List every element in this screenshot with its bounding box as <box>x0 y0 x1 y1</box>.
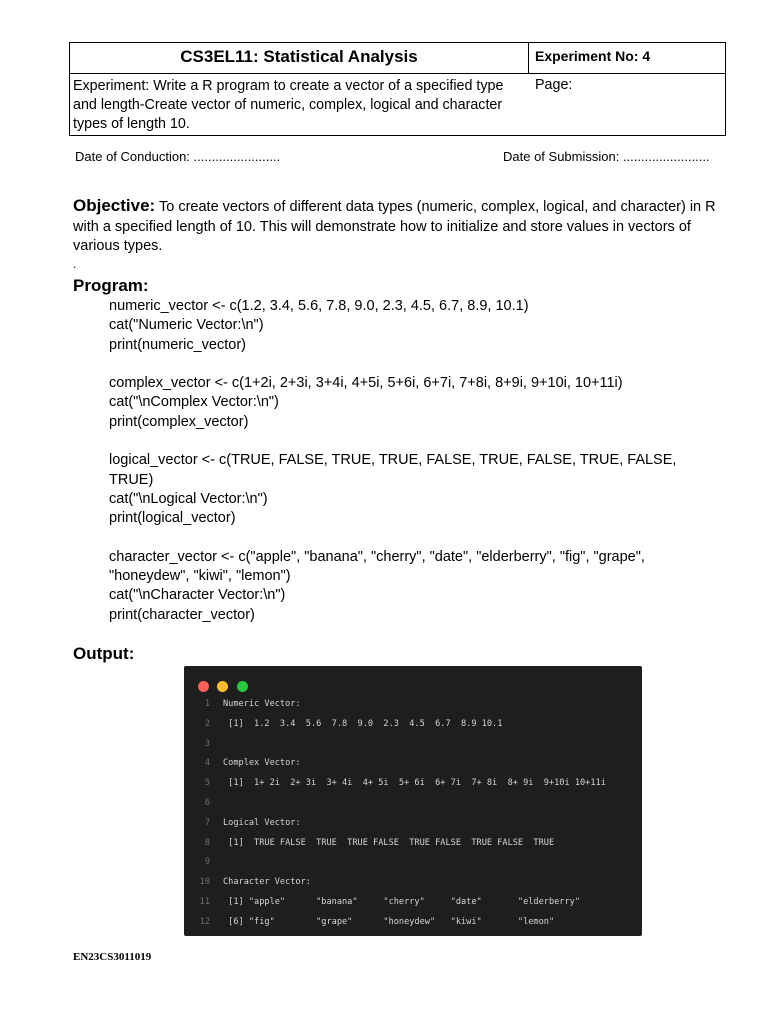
date-of-conduction: Date of Conduction: ........................ <box>75 149 281 164</box>
minimize-dot-icon <box>217 681 228 692</box>
line-text: Logical Vector: <box>223 817 301 828</box>
terminal-line <box>184 834 642 854</box>
code-line: print(logical_vector) <box>109 510 236 527</box>
code-line <box>109 355 729 374</box>
program-heading: Program: <box>73 276 149 295</box>
line-number: 4 <box>204 758 210 769</box>
code-line: character_vector <- c("apple", "banana", "cherry", "date", "elderberry", "fig", "grape", <box>109 548 645 565</box>
maximize-dot-icon <box>237 681 248 692</box>
objective-text: To create vectors of different data types (numeric, complex, logical, and character) in R with a specified length of 10. This will demonstrate how to initialize and store values in vectors of various types. <box>73 199 716 254</box>
code-line: print(character_vector) <box>109 606 255 623</box>
line-text: Numeric Vector: <box>223 699 301 709</box>
terminal-line <box>184 695 642 715</box>
code-line: print(complex_vector) <box>109 413 249 430</box>
objective-section <box>73 196 733 257</box>
header-divider <box>528 43 529 74</box>
terminal-line <box>184 735 642 755</box>
experiment-description: Experiment: Write a R program to create a vector of a specified type and length-Create vector of numeric, complex, logical and character types of length 10. <box>73 78 504 132</box>
line-text: [1] "apple" "banana" "cherry" "date" "elderberry" <box>223 896 580 907</box>
terminal-line <box>184 715 642 735</box>
line-number: 5 <box>204 778 210 789</box>
line-text: [1] TRUE FALSE TRUE TRUE FALSE TRUE FALSE TRUE FALSE TRUE <box>223 837 555 848</box>
code-line: cat("\nCharacter Vector:\n") <box>109 587 286 604</box>
line-number: 6 <box>204 797 210 808</box>
page-label: Page: <box>535 77 573 93</box>
line-number: 2 <box>204 718 210 729</box>
code-line <box>109 432 729 451</box>
terminal-line <box>184 794 642 814</box>
terminal-line <box>184 754 642 774</box>
line-number: 11 <box>199 896 210 907</box>
terminal-line <box>184 774 642 794</box>
terminal-line <box>184 814 642 834</box>
line-text: [6] "fig" "grape" "honeydew" "kiwi" "lemon" <box>223 916 555 927</box>
terminal-line <box>184 913 642 933</box>
output-terminal-screenshot <box>184 666 642 936</box>
code-line: TRUE) <box>109 471 154 488</box>
line-number: 7 <box>204 817 210 828</box>
code-line: numeric_vector <- c(1.2, 3.4, 5.6, 7.8, 9.0, 2.3, 4.5, 6.7, 8.9, 10.1) <box>109 298 529 314</box>
line-number: 10 <box>199 877 210 888</box>
code-line: cat("Numeric Vector:\n") <box>109 317 264 334</box>
date-of-submission: Date of Submission: ........................ <box>503 149 710 164</box>
line-text: Complex Vector: <box>223 758 301 769</box>
code-line: cat("\nComplex Vector:\n") <box>109 394 279 411</box>
terminal-lines <box>184 695 642 933</box>
line-number: 12 <box>199 916 210 927</box>
code-line <box>109 529 729 548</box>
output-heading: Output: <box>73 644 135 663</box>
code-line: cat("\nLogical Vector:\n") <box>109 490 268 507</box>
close-dot-icon <box>198 681 209 692</box>
code-line: complex_vector <- c(1+2i, 2+3i, 3+4i, 4+5i, 5+6i, 6+7i, 7+8i, 8+9i, 9+10i, 10+11i) <box>109 375 623 392</box>
line-number: 9 <box>204 857 210 868</box>
terminal-line <box>184 853 642 873</box>
code-line: "honeydew", "kiwi", "lemon") <box>109 568 291 585</box>
terminal-line <box>184 873 642 893</box>
student-id-footer: EN23CS3011019 <box>73 951 152 963</box>
code-line: print(numeric_vector) <box>109 336 246 353</box>
line-text: [1] 1.2 3.4 5.6 7.8 9.0 2.3 4.5 6.7 8.9 10.1 <box>223 718 503 729</box>
line-number: 1 <box>204 699 210 709</box>
program-code <box>109 297 729 625</box>
code-line: logical_vector <- c(TRUE, FALSE, TRUE, TRUE, FALSE, TRUE, FALSE, TRUE, FALSE, <box>109 452 677 469</box>
line-text: Character Vector: <box>223 877 311 888</box>
objective-label: Objective: <box>73 196 156 215</box>
line-text: [1] 1+ 2i 2+ 3i 3+ 4i 4+ 5i 5+ 6i 6+ 7i 7+ 8i 8+ 9i 9+10i 10+11i <box>223 778 606 789</box>
line-number: 3 <box>204 738 210 749</box>
separator-dot: . <box>73 257 77 271</box>
line-number: 8 <box>204 837 210 848</box>
course-title: CS3EL11: Statistical Analysis <box>180 47 418 66</box>
experiment-number: Experiment No: 4 <box>535 48 651 64</box>
experiment-header-table <box>69 42 726 136</box>
terminal-line <box>184 893 642 913</box>
